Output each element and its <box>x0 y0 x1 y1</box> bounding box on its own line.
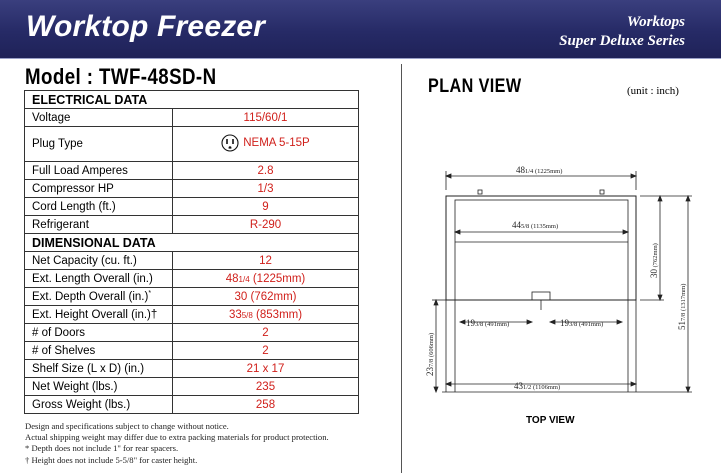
row-label: Ext. Length Overall (in.) <box>25 270 173 288</box>
row-value: 481/4 (1225mm) <box>173 270 359 288</box>
spec-table <box>24 90 359 414</box>
row-value: R-290 <box>173 216 359 234</box>
nema-plug-icon <box>221 134 239 152</box>
dim-body-depth: 30 (762mm) <box>649 243 659 278</box>
row-label: Cord Length (ft.) <box>25 198 173 216</box>
top-view-caption: TOP VIEW <box>526 415 575 426</box>
header-banner <box>0 0 721 59</box>
model-heading: Model : TWF-48SD-N <box>25 64 217 89</box>
row-value: 2.8 <box>173 162 359 180</box>
row-label: Ext. Depth Overall (in.)* <box>25 288 173 306</box>
row-value: 21 x 17 <box>173 360 359 378</box>
table-row <box>25 109 359 127</box>
dim-door-right: 193/8 (491mm) <box>560 318 604 328</box>
footnotes <box>25 421 329 466</box>
dim-overall-depth: 517/8 (1317mm) <box>677 283 687 330</box>
note-line: Design and specifications subject to change without notice. <box>25 421 229 431</box>
table-row <box>25 162 359 180</box>
row-value: 335/8 (853mm) <box>173 306 359 324</box>
table-row <box>25 342 359 360</box>
plan-view-heading: PLAN VIEW <box>428 76 522 97</box>
product-title: Worktop Freezer <box>26 10 266 43</box>
table-row <box>25 252 359 270</box>
table-row <box>25 288 359 306</box>
row-label: Ext. Height Overall (in.)† <box>25 306 173 324</box>
row-label: Shelf Size (L x D) (in.) <box>25 360 173 378</box>
row-label: Net Capacity (cu. ft.) <box>25 252 173 270</box>
row-value: 115/60/1 <box>173 109 359 127</box>
row-label: Net Weight (lbs.) <box>25 378 173 396</box>
row-label: Full Load Amperes <box>25 162 173 180</box>
row-value: 258 <box>173 396 359 414</box>
table-row <box>25 198 359 216</box>
row-label: # of Shelves <box>25 342 173 360</box>
table-row <box>25 216 359 234</box>
dim-overall-width: 481/4 (1225mm) <box>516 165 563 175</box>
dim-door-swing: 237/8 (606mm) <box>425 332 435 376</box>
note-line: Actual shipping weight may differ due to extra packing materials for product protection. <box>25 432 329 443</box>
table-row <box>25 378 359 396</box>
row-label: Voltage <box>25 109 173 127</box>
row-value: 12 <box>173 252 359 270</box>
table-row <box>25 180 359 198</box>
row-value: 30 (762mm) <box>173 288 359 306</box>
row-value: 2 <box>173 342 359 360</box>
dim-door-left: 193/8 (491mm) <box>466 318 510 328</box>
note-line: † Height does not include 5-5/8" for caster height. <box>25 454 198 465</box>
row-label: Plug Type <box>25 127 173 162</box>
dim-inner-width: 445/8 (1135mm) <box>512 220 559 230</box>
dimensional-heading: DIMENSIONAL DATA <box>25 234 359 252</box>
series-line-2: Super Deluxe Series <box>559 33 685 49</box>
row-label: Compressor HP <box>25 180 173 198</box>
table-row <box>25 306 359 324</box>
row-value <box>173 127 359 162</box>
table-row <box>25 396 359 414</box>
row-value: 1/3 <box>173 180 359 198</box>
row-label: # of Doors <box>25 324 173 342</box>
plug-type-value: NEMA 5-15P <box>243 136 310 149</box>
row-value: 9 <box>173 198 359 216</box>
series-line-1: Worktops <box>626 14 685 30</box>
row-value: 235 <box>173 378 359 396</box>
table-row <box>25 360 359 378</box>
table-row <box>25 270 359 288</box>
row-label: Refrigerant <box>25 216 173 234</box>
electrical-heading: ELECTRICAL DATA <box>25 91 359 109</box>
row-value: 2 <box>173 324 359 342</box>
table-row <box>25 127 359 162</box>
unit-label: (unit : inch) <box>627 85 679 97</box>
table-row <box>25 324 359 342</box>
row-label: Gross Weight (lbs.) <box>25 396 173 414</box>
plan-view-drawing <box>402 160 702 410</box>
dim-door-open-width: 431/2 (1106mm) <box>514 381 561 391</box>
note-line: * Depth does not include 1" for rear spacers. <box>25 443 179 454</box>
